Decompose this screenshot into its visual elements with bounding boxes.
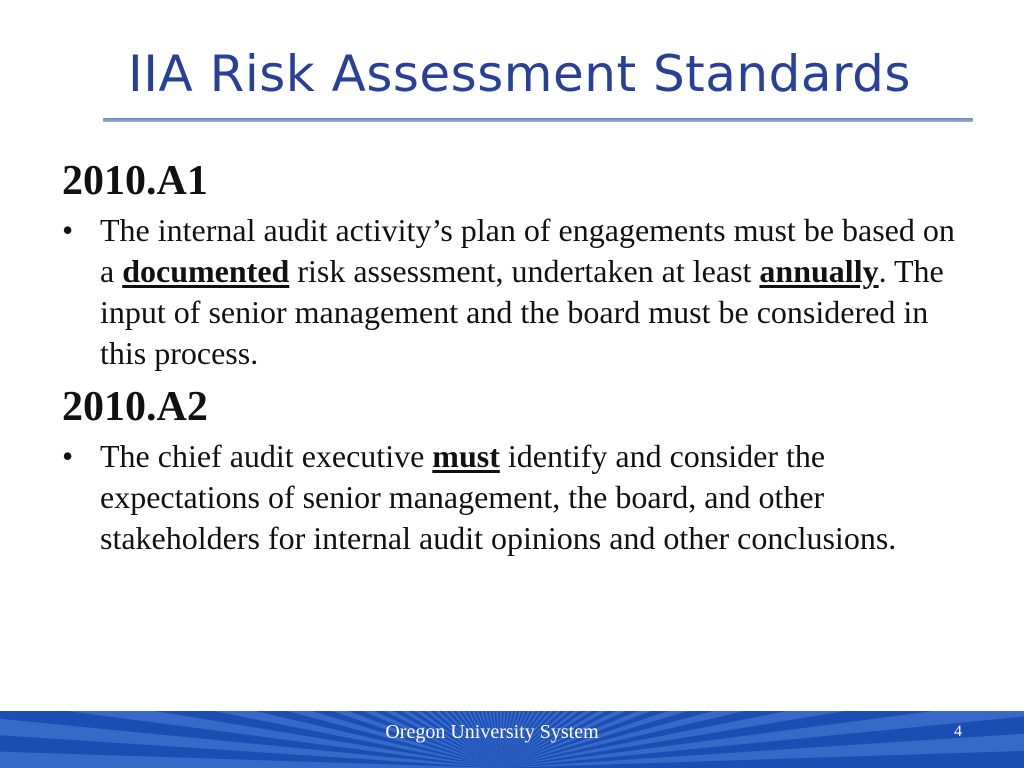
footer-bar	[0, 711, 1024, 768]
section-heading-2010-a2: 2010.A2	[62, 384, 208, 430]
slide-content	[62, 152, 972, 563]
bullet-text: identify and consider the expectations of senior management, the board, and other stakeholders for internal audit opinions and other conclusions.	[100, 438, 897, 556]
bullet-text: risk assessment, undertaken at least	[289, 253, 760, 289]
bullet-dot-icon: •	[62, 438, 74, 474]
bullet-dot-icon: •	[62, 212, 74, 248]
page-number: 4	[954, 723, 962, 740]
bullet-text: . The input of senior management and the board must be considered in this process.	[100, 253, 944, 371]
bullet-text: The internal audit activity’s plan of engagements must be based on a	[100, 212, 955, 289]
section-heading-2010-a1: 2010.A1	[62, 158, 208, 204]
emphasis-annually: annually	[759, 253, 879, 289]
footer-organization: Oregon University System	[385, 721, 599, 743]
title-divider	[103, 118, 973, 122]
emphasis-must: must	[432, 438, 500, 474]
bullet-2010-a2	[62, 436, 972, 559]
bullet-2010-a1	[62, 210, 972, 374]
slide-title: IIA Risk Assessment Standards	[128, 45, 911, 103]
bullet-text: The chief audit executive	[100, 438, 433, 474]
emphasis-documented: documented	[122, 253, 290, 289]
